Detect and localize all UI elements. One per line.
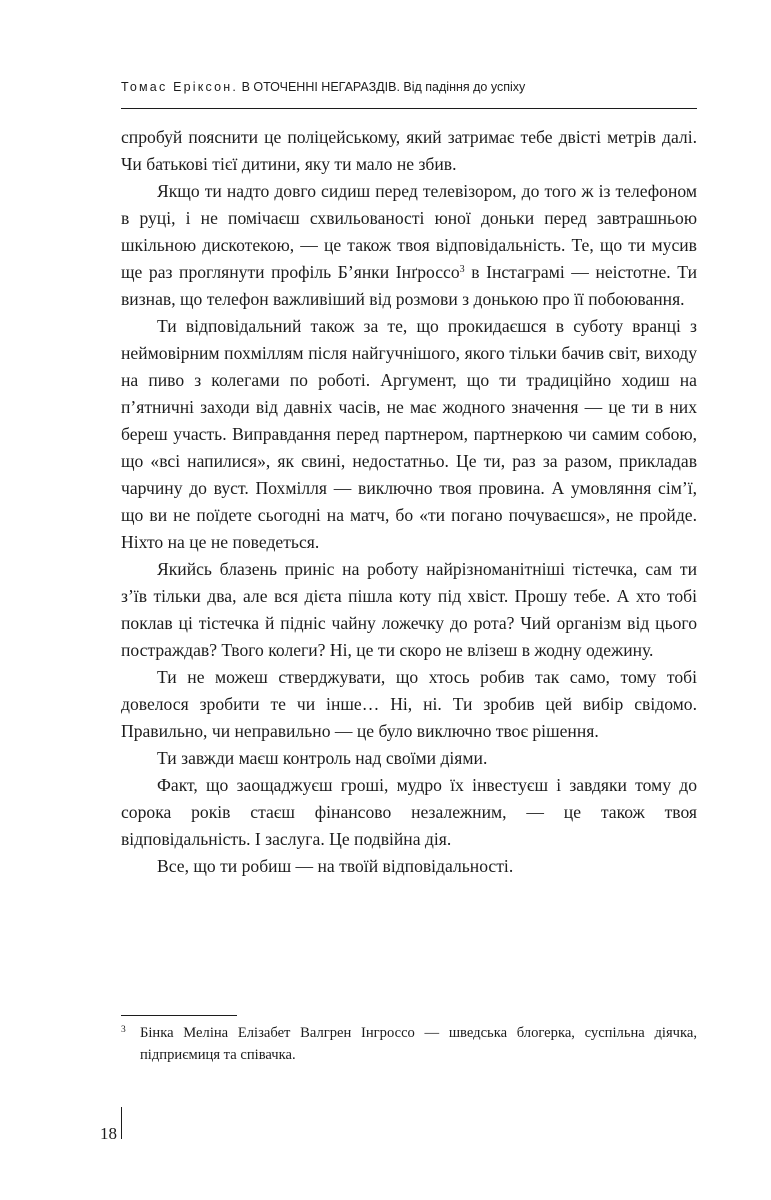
running-head-title: В ОТОЧЕННІ НЕГАРАЗДІВ. Від падіння до успіху [241, 80, 526, 94]
paragraph-3: Ти відповідальний також за те, що прокидаєшся в суботу вранці з неймовірним похміллям після найгучнішого, якого тільки бачив світ, виходу на пиво з колегами по роботі. Аргумент, що ти традиційно ходиш на п’ятничні заходи від давніх часів, не має жодного значення — це ти в них береш участь. Виправдання перед партнером, партнеркою чи самим собою, що «всі напилися», як свині, недостатньо. Це ти, раз за разом, прикладав чарчину до вуст. Похмілля — виключно твоя провина. А умовляння сім’ї, що ви не поїдете сьогодні на матч, бо «ти погано почуваєшся», не пройде. Ніхто на це не поведеться. [121, 316, 697, 552]
paragraph-2-part-2: в Інстаграмі — неістотне. Ти визнав, що телефон важливіший від розмови з донькою про її побоювання. [121, 262, 697, 309]
page-number: 18 [100, 1124, 117, 1143]
body-text [121, 124, 697, 880]
paragraph-7: Факт, що заощаджуєш гроші, мудро їх інвестуєш і завдяки тому до сорока років стаєш фінансово незалежним, — це також твоя відповідальність. І заслуга. Це подвійна дія. [121, 775, 697, 849]
paragraph-8: Все, що ти робиш — на твоїй відповідальності. [157, 856, 514, 876]
footnote-text: Бінка Меліна Елізабет Валгрен Інгроссо — шведська блогерка, суспільна діячка, підприємиця та співачка. [140, 1025, 697, 1063]
paragraph-2-part-1: Якщо ти надто довго сидиш перед телевізором, до того ж із телефоном в руці, і не помічаєш схвильованості юної доньки перед завтрашньою шкільною дискотекою, — це також твоя відповідальність. Те, що ти мусив ще раз проглянути профіль Б’янки Інґроссо [121, 181, 697, 282]
paragraph-1: спробуй пояснити це поліцейському, який затримає тебе двісті метрів далі. Чи батькові тієї дитини, яку ти мало не збив. [121, 127, 697, 174]
footnote [121, 1022, 697, 1066]
running-head-author: Томас Еріксон. [121, 80, 239, 94]
paragraph-2 [121, 178, 697, 313]
footnote-mark: 3 [121, 1025, 126, 1035]
footnote-rule [121, 1015, 237, 1016]
footnote-reference: 3 [459, 264, 465, 275]
page-number-bar [121, 1107, 122, 1139]
running-head [121, 80, 697, 94]
paragraph-4: Якийсь блазень приніс на роботу найрізноманітніші тістечка, сам ти з’їв тільки два, але вся дієта пішла коту під хвіст. Прошу тебе. А хто тобі поклав ці тістечка й підніс чайну ложечку до рота? Чий організм від цього постраждав? Твого колеги? Ні, це ти скоро не влізеш в жодну одежину. [121, 559, 697, 660]
paragraph-6: Ти завжди маєш контроль над своїми діями. [157, 748, 488, 768]
paragraph-5: Ти не можеш стверджувати, що хтось робив так само, тому тобі довелося зробити те чи інше… Ні, ні. Ти зробив цей вибір свідомо. Правильно, чи неправильно — це було виключно твоє рішення. [121, 667, 697, 741]
header-rule [121, 108, 697, 109]
